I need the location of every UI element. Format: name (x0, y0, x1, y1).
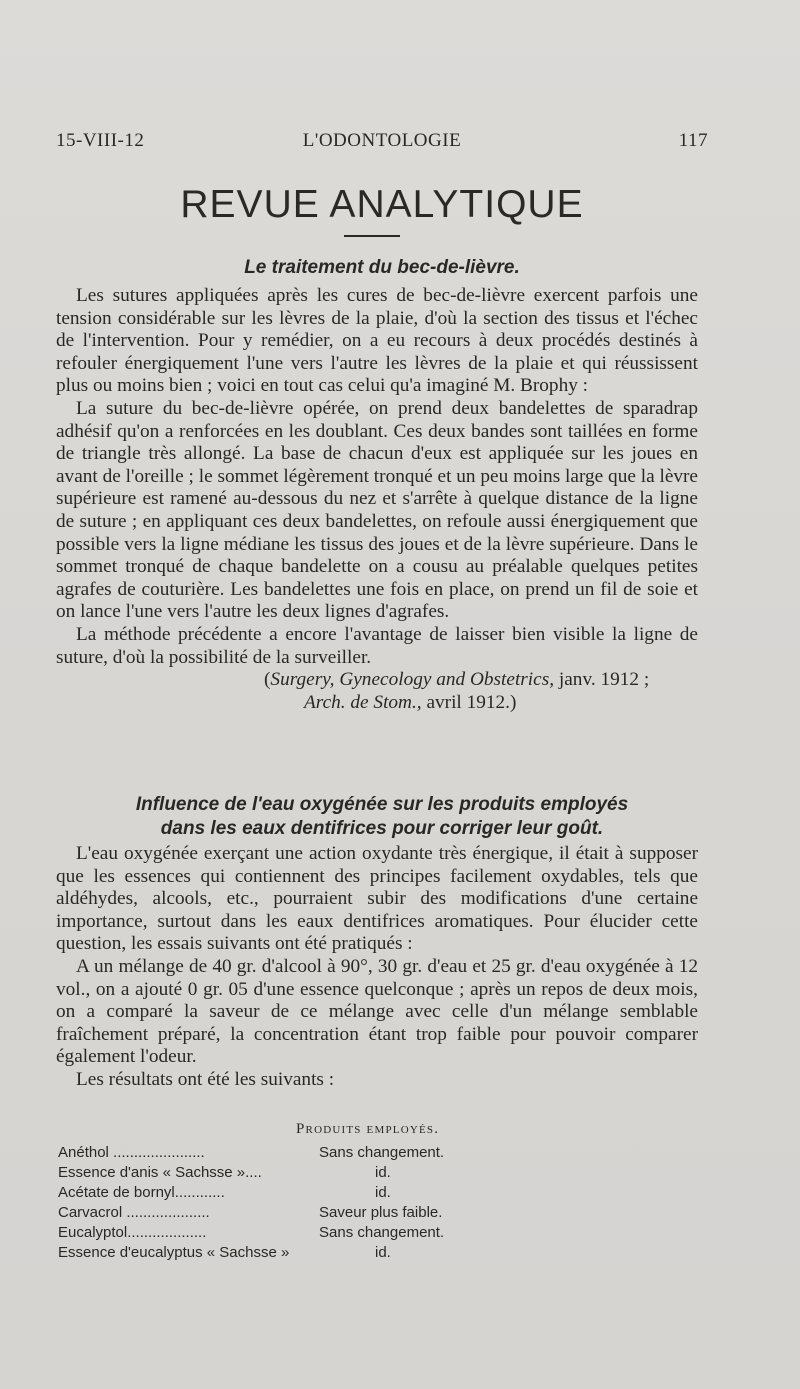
article2-title-line: dans les eaux dentifrices pour corriger leur goût. (160, 818, 604, 839)
article1-title: Le traitement du bec-de-lièvre. (244, 257, 520, 278)
article1-paragraph: Les sutures appliquées après les cures de bec-de-lièvre exercent parfois une tension considérable sur les lèvres de la plaie, d'où la section des tissus et l'échec de l'intervention. Pour y remédier, on a eu recours à deux procédés destinés à refouler énergiquement l'une vers l'autre les lèvres de la plaie et qui réussissent plus ou moins bien ; voici en tout cas celui qu'a imaginé M. Brophy : (56, 285, 698, 397)
article1-paragraph: La suture du bec-de-lièvre opérée, on prend deux bandelettes de sparadrap adhésif qu'on a renforcées en les doublant. Ces deux bandes sont taillées en forme de triangle très allongé. La base de chacun d'eux est appliquée sur les joues en avant de l'oreille ; le sommet légèrement tronqué et un peu moins large que la lèvre supérieure est ramené au-dessous du nez et s'arrête à quelque distance de la ligne de suture ; en appliquant ces deux bandelettes, on refoule aussi énergiquement que possible vers la ligne médiane les tissus des joues et de la lèvre supérieure. Dans le sommet tronqué de chaque bandelette on a cousu au préalable quelques petites agrafes de couturière. Les bandelettes une fois en place, on prend un fil de soie et on lance l'une vers l'autre les deux lignes d'agrafes. (56, 397, 698, 623)
article1-paragraph: La méthode précédente a encore l'avantage de laisser bien visible la ligne de suture, d'où la possibilité de la surveiller. (56, 623, 698, 668)
product-name: Essence d'anis « Sachsse ».... (58, 1164, 262, 1181)
article2-paragraph: L'eau oxygénée exerçant une action oxydante très énergique, il était à supposer que les essences qui contiennent des principes facilement oxydables, tels que aldéhydes, alcools, etc., pourraient subir des modifications d'une certaine importance, surtout dans les eaux dentifrices aromatiques. Pour élucider cette question, les essais suivants ont été pratiqués : (56, 843, 698, 955)
issue-date: 15-VIII-12 (56, 130, 145, 151)
running-header (56, 130, 708, 154)
table-row (58, 1223, 498, 1243)
table-row (58, 1203, 498, 1223)
result-value: id. (375, 1244, 391, 1261)
main-title: REVUE ANALYTIQUE (180, 183, 584, 226)
article1-body (56, 285, 698, 714)
table-row (58, 1243, 498, 1263)
article2-paragraph: Les résultats ont été les suivants : (76, 1068, 335, 1090)
result-value: id. (375, 1164, 391, 1181)
product-name: Carvacrol .................... (58, 1204, 210, 1221)
citation-journal: Surgery, Gynecology and Obstetrics, (270, 669, 555, 691)
article1-citation: (Surgery, Gynecology and Obstetrics, janv. 1912 ; Arch. de Stom., avril 1912.) (264, 669, 650, 713)
results-table (58, 1143, 498, 1263)
article2-title-line: Influence de l'eau oxygénée sur les produits employés (135, 794, 629, 815)
product-name: Essence d'eucalyptus « Sachsse » (58, 1244, 290, 1261)
article2-title (56, 793, 708, 841)
title-rule (344, 235, 400, 237)
table-header: Produits employés. (296, 1121, 440, 1137)
result-value: Sans changement. (319, 1144, 445, 1161)
citation-journal: Arch. de Stom., (304, 691, 422, 713)
page-number: 117 (678, 130, 708, 151)
table-row (58, 1143, 498, 1163)
article2-paragraph: A un mélange de 40 gr. d'alcool à 90°, 30 gr. d'eau et 25 gr. d'eau oxygénée à 12 vol., on a ajouté 0 gr. 05 d'une essence quelconque ; après un repos de deux mois, on a comparé la saveur de ce mélange avec celle d'un mélange semblable fraîchement préparé, la concentration étant trop faible pour pouvoir comparer également l'odeur. (56, 955, 698, 1068)
result-value: Sans changement. (319, 1224, 445, 1241)
table-row (58, 1183, 498, 1203)
result-value: id. (375, 1184, 391, 1201)
product-name: Eucalyptol................... (58, 1224, 207, 1241)
product-name: Acétate de bornyl............ (58, 1184, 225, 1201)
table-row (58, 1163, 498, 1183)
result-value: Saveur plus faible. (319, 1204, 443, 1221)
article2-body (56, 843, 698, 1092)
product-name: Anéthol ...................... (58, 1144, 205, 1161)
journal-name: L'ODONTOLOGIE (302, 130, 462, 151)
